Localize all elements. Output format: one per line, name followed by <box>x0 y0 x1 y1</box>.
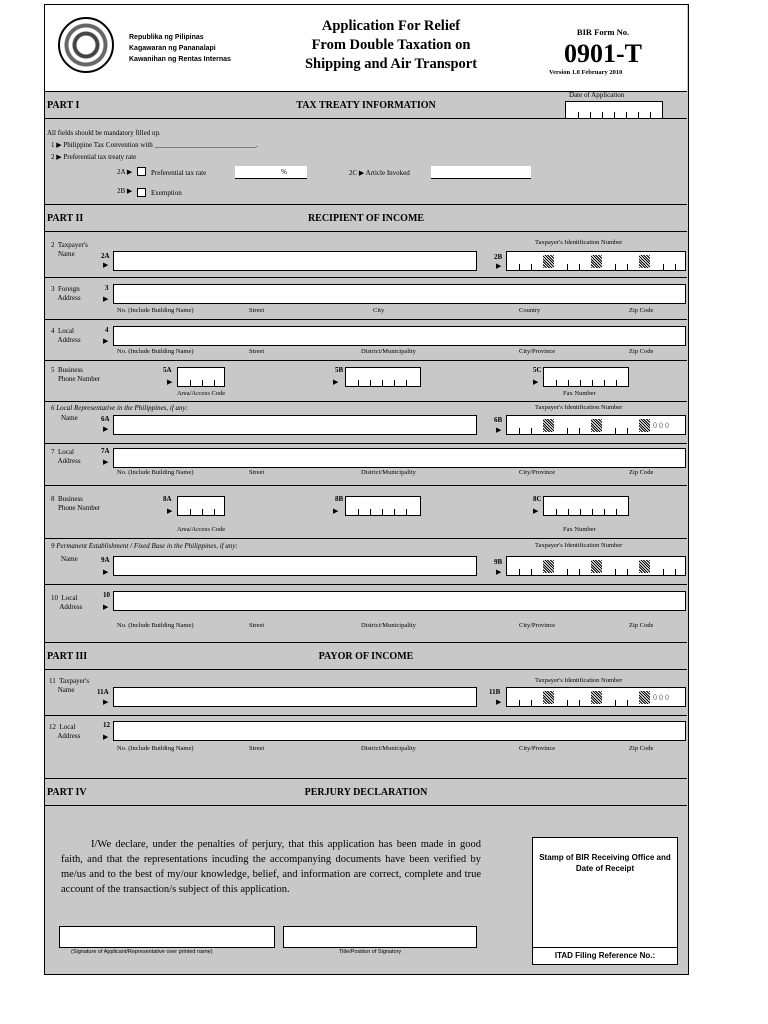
part2-label: PART II <box>47 213 84 224</box>
form-header <box>45 5 687 92</box>
field5a-area-code-input[interactable] <box>177 367 225 387</box>
divider <box>45 538 687 539</box>
part3-header <box>45 642 687 670</box>
form-number: 0901-T <box>564 39 642 68</box>
field2b-number: 2B <box>494 253 503 261</box>
item1-tax-convention[interactable]: 1 ▶ Philippine Tax Convention with _____________________________. <box>51 141 258 149</box>
field11-label: 11 Taxpayer's Name <box>49 677 90 694</box>
field4-local-address-input[interactable] <box>113 326 686 346</box>
field9b-number: 9B <box>494 558 503 566</box>
part4-header <box>45 778 687 806</box>
field11b-number: 11B <box>489 688 501 696</box>
part1-title: TAX TREATY INFORMATION <box>296 100 436 111</box>
item2a-checkbox[interactable] <box>137 167 146 176</box>
date-of-application-input[interactable] <box>565 101 663 119</box>
part4-title: PERJURY DECLARATION <box>304 787 428 798</box>
itad-filing-reference[interactable]: ITAD Filing Reference No.: <box>533 947 677 964</box>
divider <box>45 360 687 361</box>
agency-line-3: Kawanihan ng Rentas Internas <box>129 56 231 63</box>
field5-area-code-caption: Area/Access Code <box>177 390 226 397</box>
arrow-icon: ▶ <box>103 733 109 741</box>
divider <box>45 485 687 486</box>
signature-caption: (Signature of Applicant/Representative over printed name) <box>71 949 213 955</box>
bir-stamp-box <box>532 837 678 965</box>
field5b-phone-input[interactable] <box>345 367 421 387</box>
field3-foreign-address-input[interactable] <box>113 284 686 304</box>
arrow-icon: ▶ <box>333 507 339 515</box>
form-title <box>271 17 511 74</box>
form-number-block <box>531 27 675 76</box>
signature-input[interactable] <box>59 926 275 948</box>
agency-line-1: Republika ng Pilipinas <box>129 34 204 41</box>
title-line-3: Shipping and Air Transport <box>304 56 478 72</box>
field3-label: 3 Foreign Address <box>51 285 81 302</box>
arrow-icon: ▶ <box>496 262 502 270</box>
part2-title: RECIPIENT OF INCOME <box>307 213 425 224</box>
field6b-tin-suffix: 0 0 0 <box>653 421 669 430</box>
arrow-icon: ▶ <box>496 568 502 576</box>
title-position-input[interactable] <box>283 926 477 948</box>
item2a-number: 2A ▶ <box>117 168 133 176</box>
arrow-icon: ▶ <box>103 568 109 576</box>
field4-caption-zip: Zip Code <box>629 348 654 355</box>
field10-caption-city: City/Province <box>519 622 556 629</box>
field7-label: 7 Local Address <box>51 448 81 465</box>
field10-local-address-input[interactable] <box>113 591 686 611</box>
field5c-fax-input[interactable] <box>543 367 629 387</box>
field2b-tin-input[interactable] <box>506 251 686 271</box>
field4-caption-district: District/Municipality <box>361 348 416 355</box>
field11b-tin-input[interactable] <box>506 687 686 707</box>
arrow-icon: ▶ <box>533 507 539 515</box>
field12-caption-zip: Zip Code <box>629 745 654 752</box>
arrow-icon: ▶ <box>496 698 502 706</box>
field8a-area-code-input[interactable] <box>177 496 225 516</box>
field10-caption-street: Street <box>249 622 265 629</box>
field2-label: 2 Taxpayer's Name <box>51 241 88 258</box>
field3-caption-street: Street <box>249 307 265 314</box>
article-invoked-input[interactable] <box>431 166 531 179</box>
field12-label: 12 Local Address <box>49 723 81 740</box>
arrow-icon: ▶ <box>103 698 109 706</box>
field6a-number: 6A <box>101 415 110 423</box>
item2c-label: 2C ▶ Article Invoked <box>349 169 410 177</box>
field6b-number: 6B <box>494 416 503 424</box>
field9a-establishment-name-input[interactable] <box>113 556 477 576</box>
field8-fax-caption: Fax Number <box>563 526 596 533</box>
agency-line-2: Kagawaran ng Pananalapi <box>129 45 216 52</box>
field12-local-address-input[interactable] <box>113 721 686 741</box>
field4-label: 4 Local Address <box>51 327 81 344</box>
field12-caption-city: City/Province <box>519 745 556 752</box>
field7-number: 7A <box>101 447 110 455</box>
arrow-icon: ▶ <box>167 378 173 386</box>
field5c-number: 5C <box>533 366 542 374</box>
agency-block <box>129 32 231 65</box>
field12-caption-street: Street <box>249 745 265 752</box>
divider <box>45 319 687 320</box>
field2a-number: 2A <box>101 252 110 260</box>
field4-caption-street: Street <box>249 348 265 355</box>
field9b-tin-label: Taxpayer's Identification Number <box>535 542 623 549</box>
preferential-rate-input[interactable] <box>235 166 307 179</box>
field10-caption-district: District/Municipality <box>361 622 416 629</box>
field7-local-address-input[interactable] <box>113 448 686 468</box>
field11b-tin-label: Taxpayer's Identification Number <box>535 677 623 684</box>
field8c-fax-input[interactable] <box>543 496 629 516</box>
arrow-icon: ▶ <box>103 458 109 466</box>
part4-label: PART IV <box>47 787 87 798</box>
divider <box>45 277 687 278</box>
field5a-number: 5A <box>163 366 172 374</box>
field8a-number: 8A <box>163 495 172 503</box>
item2b-number: 2B ▶ <box>117 187 133 195</box>
part1-label: PART I <box>47 100 80 111</box>
title-position-caption: Title/Position of Signatory <box>339 949 402 955</box>
field5b-number: 5B <box>335 366 344 374</box>
item2a-label: Preferential tax rate <box>151 169 207 177</box>
field8-label: 8 Business Phone Number <box>51 495 101 512</box>
field9-label: 9 Permanent Establishment / Fixed Base in the Philippines, if any: <box>51 542 238 550</box>
field3-number: 3 <box>105 284 109 292</box>
field6-label: 6 Local Representative in the Philippines, if any: <box>51 404 188 412</box>
field9a-number: 9A <box>101 556 110 564</box>
field4-number: 4 <box>105 326 109 334</box>
arrow-icon: ▶ <box>103 603 109 611</box>
arrow-icon: ▶ <box>167 507 173 515</box>
field7-caption-district: District/Municipality <box>361 469 416 476</box>
divider <box>45 401 687 402</box>
arrow-icon: ▶ <box>103 425 109 433</box>
field11a-number: 11A <box>97 688 109 696</box>
arrow-icon: ▶ <box>103 337 109 345</box>
field2b-tin-label: Taxpayer's Identification Number <box>535 239 623 246</box>
field10-number: 10 <box>103 591 110 599</box>
field6-name-label: Name <box>61 414 78 422</box>
item2b-label: Exemption <box>151 189 182 197</box>
item2-preferential-rate: 2 ▶ Preferential tax treaty rate <box>51 153 137 161</box>
divider <box>45 584 687 585</box>
field6b-tin-label: Taxpayer's Identification Number <box>535 404 623 411</box>
field4-caption-city: City/Province <box>519 348 556 355</box>
field3-caption-city: City <box>373 307 385 314</box>
arrow-icon: ▶ <box>103 295 109 303</box>
stamp-title: Stamp of BIR Receiving Office and Date of Receipt <box>539 853 671 873</box>
field10-caption-no: No. (Include Building Name) <box>117 622 194 629</box>
field3-caption-zip: Zip Code <box>629 307 654 314</box>
field11a-payor-name-input[interactable] <box>113 687 477 707</box>
title-line-1: Application For Relief <box>321 18 461 34</box>
bir-seal-icon <box>58 17 114 73</box>
field2a-taxpayer-name-input[interactable] <box>113 251 477 271</box>
form-version: Version 1.0 February 2010 <box>549 69 623 76</box>
date-of-application-label: Date of Application <box>569 91 625 99</box>
arrow-icon: ▶ <box>333 378 339 386</box>
field10-label: 10 Local Address <box>51 594 83 611</box>
form-number-label: BIR Form No. <box>576 27 630 37</box>
divider <box>45 443 687 444</box>
perjury-declaration-text: I/We declare, under the penalties of perjury, that this application has been made in good faith, and that the representations incuding the accompanying documents have been verified by me/us and to the best of my/our knowledge, belief, and information are correct, complete and true account of the transaction/s subject of this application. <box>61 839 481 895</box>
field3-caption-no: No. (Include Building Name) <box>117 307 194 314</box>
percent-sign: % <box>281 168 287 176</box>
field12-caption-no: No. (Include Building Name) <box>117 745 194 752</box>
field6b-tin-input[interactable] <box>506 415 686 435</box>
part3-label: PART III <box>47 651 88 662</box>
field12-caption-district: District/Municipality <box>361 745 416 752</box>
field12-number: 12 <box>103 721 110 729</box>
field4-caption-no: No. (Include Building Name) <box>117 348 194 355</box>
arrow-icon: ▶ <box>533 378 539 386</box>
part2-header <box>45 204 687 232</box>
field10-caption-zip: Zip Code <box>629 622 654 629</box>
field8-area-code-caption: Area/Access Code <box>177 526 226 533</box>
field8b-number: 8B <box>335 495 344 503</box>
mandatory-note: All fields should be mandatory filled up. <box>47 129 161 137</box>
bir-form-0901t <box>44 4 689 975</box>
field5-label: 5 Business Phone Number <box>51 366 101 383</box>
part3-title: PAYOR OF INCOME <box>318 651 414 662</box>
field7-caption-street: Street <box>249 469 265 476</box>
field11b-tin-suffix: 0 0 0 <box>653 693 669 702</box>
field8b-phone-input[interactable] <box>345 496 421 516</box>
field9-name-label: Name <box>61 555 78 563</box>
divider <box>45 715 687 716</box>
field7-caption-zip: Zip Code <box>629 469 654 476</box>
field7-caption-city: City/Province <box>519 469 556 476</box>
field8c-number: 8C <box>533 495 542 503</box>
field9b-tin-input[interactable] <box>506 556 686 576</box>
field5-fax-caption: Fax Number <box>563 390 596 397</box>
field6a-representative-name-input[interactable] <box>113 415 477 435</box>
field7-caption-no: No. (Include Building Name) <box>117 469 194 476</box>
title-line-2: From Double Taxation on <box>311 37 471 53</box>
item2b-checkbox[interactable] <box>137 188 146 197</box>
field3-caption-country: Country <box>519 307 541 314</box>
arrow-icon: ▶ <box>103 261 109 269</box>
arrow-icon: ▶ <box>496 426 502 434</box>
